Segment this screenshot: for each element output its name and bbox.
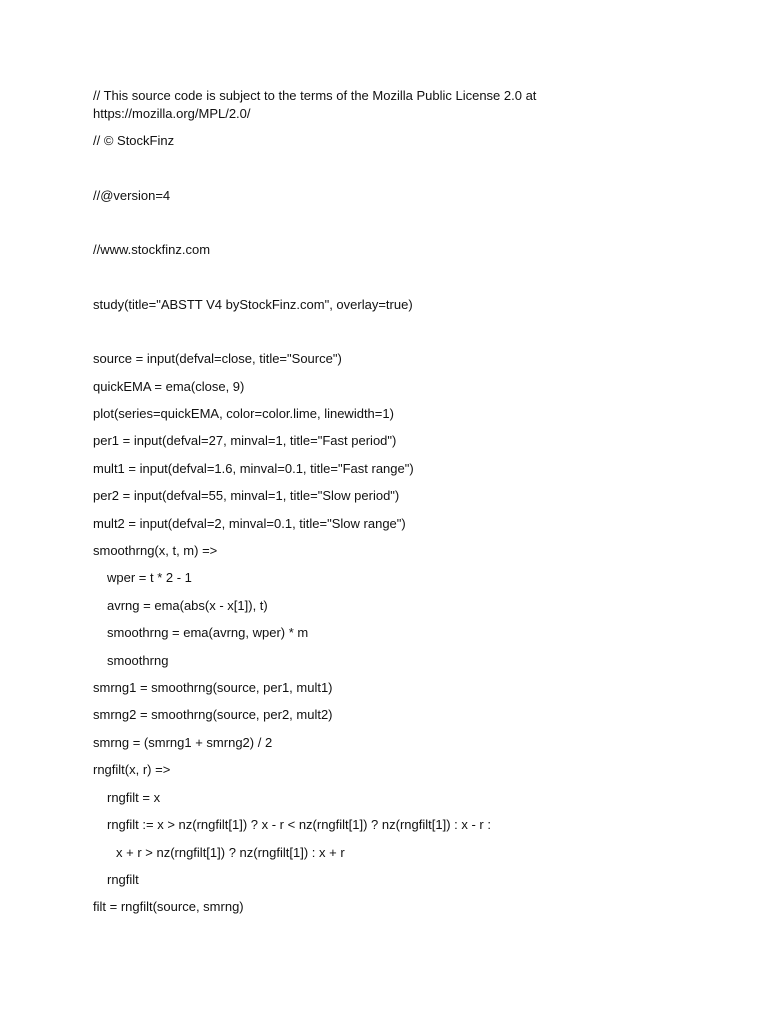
code-line-11: mult1 = input(defval=1.6, minval=0.1, title="Fast range") bbox=[93, 461, 414, 476]
code-line-26: rngfilt bbox=[107, 872, 139, 887]
code-line-1: // This source code is subject to the terms of the Mozilla Public License 2.0 at bbox=[93, 88, 537, 103]
code-line-13: mult2 = input(defval=2, minval=0.1, title="Slow range") bbox=[93, 516, 406, 531]
code-line-22: rngfilt(x, r) => bbox=[93, 762, 171, 777]
code-line-24: rngfilt := x > nz(rngfilt[1]) ? x - r < nz(rngfilt[1]) ? nz(rngfilt[1]) : x - r : bbox=[107, 817, 491, 832]
code-line-25: x + r > nz(rngfilt[1]) ? nz(rngfilt[1]) : x + r bbox=[116, 845, 345, 860]
code-line-18: smoothrng bbox=[107, 653, 169, 668]
code-line-5: //www.stockfinz.com bbox=[93, 242, 211, 257]
code-line-16: avrng = ema(abs(x - x[1]), t) bbox=[107, 598, 268, 613]
code-line-23: rngfilt = x bbox=[107, 790, 161, 805]
code-line-12: per2 = input(defval=55, minval=1, title="Slow period") bbox=[93, 488, 400, 503]
code-line-9: plot(series=quickEMA, color=color.lime, linewidth=1) bbox=[93, 406, 394, 421]
code-line-4: //@version=4 bbox=[93, 188, 171, 203]
code-line-2: https://mozilla.org/MPL/2.0/ bbox=[93, 106, 251, 121]
code-line-15: wper = t * 2 - 1 bbox=[107, 570, 192, 585]
code-line-7: source = input(defval=close, title="Source") bbox=[93, 351, 342, 366]
code-line-17: smoothrng = ema(avrng, wper) * m bbox=[107, 625, 309, 640]
code-line-19: smrng1 = smoothrng(source, per1, mult1) bbox=[93, 680, 333, 695]
code-line-8: quickEMA = ema(close, 9) bbox=[93, 379, 245, 394]
code-line-14: smoothrng(x, t, m) => bbox=[93, 543, 218, 558]
code-line-6: study(title="ABSTT V4 byStockFinz.com", overlay=true) bbox=[93, 297, 413, 312]
code-line-27: filt = rngfilt(source, smrng) bbox=[93, 899, 244, 914]
code-line-20: smrng2 = smoothrng(source, per2, mult2) bbox=[93, 707, 333, 722]
code-line-3: // © StockFinz bbox=[93, 133, 175, 148]
code-line-21: smrng = (smrng1 + smrng2) / 2 bbox=[93, 735, 273, 750]
code-line-10: per1 = input(defval=27, minval=1, title="Fast period") bbox=[93, 433, 397, 448]
